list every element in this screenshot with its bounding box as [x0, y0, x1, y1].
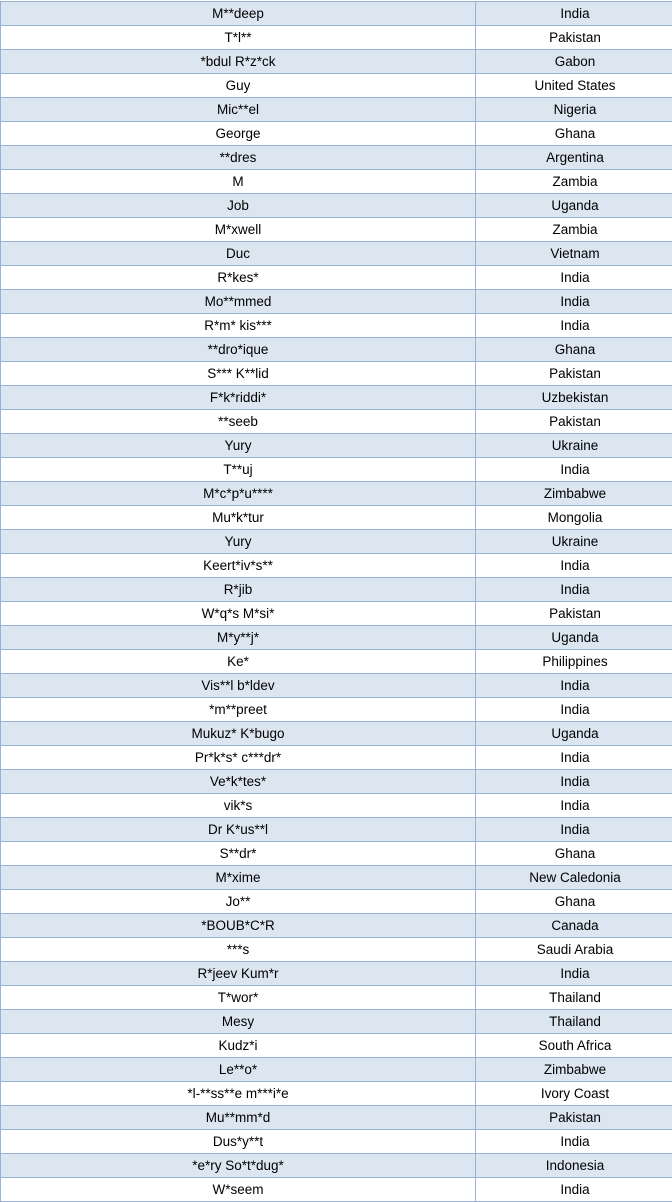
table-row — [1, 986, 672, 1010]
name-cell: Guy — [1, 74, 476, 98]
name-cell: George — [1, 122, 476, 146]
table-row — [1, 194, 672, 218]
country-cell: Ukraine — [476, 434, 672, 458]
name-cell: R*jeev Kum*r — [1, 962, 476, 986]
table-row — [1, 818, 672, 842]
table-row — [1, 554, 672, 578]
table-row — [1, 434, 672, 458]
name-cell: Vis**l b*ldev — [1, 674, 476, 698]
name-cell: Le**o* — [1, 1058, 476, 1082]
country-cell: India — [476, 554, 672, 578]
country-cell: Thailand — [476, 1010, 672, 1034]
table-row — [1, 410, 672, 434]
table-row — [1, 338, 672, 362]
country-cell: Zimbabwe — [476, 482, 672, 506]
country-cell: Uganda — [476, 722, 672, 746]
country-cell: Canada — [476, 914, 672, 938]
name-cell: Dus*y**t — [1, 1130, 476, 1154]
country-cell: Pakistan — [476, 1106, 672, 1130]
name-cell: S*** K**lid — [1, 362, 476, 386]
country-cell: Zimbabwe — [476, 1058, 672, 1082]
name-cell: W*seem — [1, 1178, 476, 1202]
name-cell: Dr K*us**l — [1, 818, 476, 842]
country-cell: Gabon — [476, 50, 672, 74]
country-cell: Mongolia — [476, 506, 672, 530]
country-cell: India — [476, 578, 672, 602]
table-row — [1, 266, 672, 290]
country-cell: New Caledonia — [476, 866, 672, 890]
country-cell: Ghana — [476, 842, 672, 866]
table-row — [1, 530, 672, 554]
country-cell: India — [476, 794, 672, 818]
country-cell: Zambia — [476, 170, 672, 194]
name-cell: Mic**el — [1, 98, 476, 122]
table-row — [1, 770, 672, 794]
name-cell: Ke* — [1, 650, 476, 674]
table-row — [1, 674, 672, 698]
country-cell: India — [476, 746, 672, 770]
table-row — [1, 26, 672, 50]
country-cell: India — [476, 674, 672, 698]
winners-table-body — [1, 2, 672, 1202]
table-row — [1, 242, 672, 266]
name-cell: Mu**mm*d — [1, 1106, 476, 1130]
table-row — [1, 314, 672, 338]
country-cell: India — [476, 770, 672, 794]
table-row — [1, 170, 672, 194]
country-cell: Ivory Coast — [476, 1082, 672, 1106]
country-cell: Philippines — [476, 650, 672, 674]
name-cell: *l-**ss**e m***i*e — [1, 1082, 476, 1106]
name-cell: Duc — [1, 242, 476, 266]
country-cell: Thailand — [476, 986, 672, 1010]
country-cell: Ukraine — [476, 530, 672, 554]
table-row — [1, 74, 672, 98]
name-cell: *bdul R*z*ck — [1, 50, 476, 74]
table-row — [1, 218, 672, 242]
country-cell: India — [476, 818, 672, 842]
name-cell: M**deep — [1, 2, 476, 26]
name-cell: Pr*k*s* c***dr* — [1, 746, 476, 770]
name-cell: *m**preet — [1, 698, 476, 722]
country-cell: India — [476, 266, 672, 290]
table-row — [1, 50, 672, 74]
country-cell: India — [476, 1178, 672, 1202]
table-row — [1, 866, 672, 890]
country-cell: Pakistan — [476, 26, 672, 50]
table-row — [1, 650, 672, 674]
name-cell: R*jib — [1, 578, 476, 602]
table-row — [1, 962, 672, 986]
table-row — [1, 2, 672, 26]
table-row — [1, 842, 672, 866]
name-cell: vik*s — [1, 794, 476, 818]
name-cell: S**dr* — [1, 842, 476, 866]
name-cell: R*m* kis*** — [1, 314, 476, 338]
name-cell: Mukuz* K*bugo — [1, 722, 476, 746]
table-row — [1, 482, 672, 506]
table-row — [1, 1058, 672, 1082]
country-cell: Pakistan — [476, 602, 672, 626]
table-row — [1, 122, 672, 146]
country-cell: South Africa — [476, 1034, 672, 1058]
table-row — [1, 1106, 672, 1130]
table-row — [1, 362, 672, 386]
table-row — [1, 698, 672, 722]
country-cell: Pakistan — [476, 410, 672, 434]
country-cell: Ghana — [476, 122, 672, 146]
table-row — [1, 890, 672, 914]
name-cell: W*q*s M*si* — [1, 602, 476, 626]
table-row — [1, 290, 672, 314]
country-cell: Indonesia — [476, 1154, 672, 1178]
name-cell: R*kes* — [1, 266, 476, 290]
name-cell: M*y**j* — [1, 626, 476, 650]
name-cell: Jo** — [1, 890, 476, 914]
country-cell: Uganda — [476, 626, 672, 650]
name-cell: *BOUB*C*R — [1, 914, 476, 938]
table-row — [1, 386, 672, 410]
name-cell: M*xime — [1, 866, 476, 890]
name-cell: **dro*ique — [1, 338, 476, 362]
country-cell: Vietnam — [476, 242, 672, 266]
name-cell: M*xwell — [1, 218, 476, 242]
country-cell: India — [476, 962, 672, 986]
winners-table — [0, 1, 672, 1202]
table-row — [1, 626, 672, 650]
table-row — [1, 914, 672, 938]
table-row — [1, 146, 672, 170]
country-cell: Uganda — [476, 194, 672, 218]
name-cell: **dres — [1, 146, 476, 170]
country-cell: Pakistan — [476, 362, 672, 386]
table-row — [1, 458, 672, 482]
country-cell: Zambia — [476, 218, 672, 242]
name-cell: M — [1, 170, 476, 194]
table-row — [1, 578, 672, 602]
table-row — [1, 98, 672, 122]
name-cell: Yury — [1, 530, 476, 554]
name-cell: Mo**mmed — [1, 290, 476, 314]
country-cell: Nigeria — [476, 98, 672, 122]
name-cell: Mesy — [1, 1010, 476, 1034]
country-cell: India — [476, 1130, 672, 1154]
country-cell: India — [476, 290, 672, 314]
table-row — [1, 1010, 672, 1034]
name-cell: T*wor* — [1, 986, 476, 1010]
country-cell: India — [476, 458, 672, 482]
country-cell: India — [476, 2, 672, 26]
table-row — [1, 722, 672, 746]
name-cell: Kudz*i — [1, 1034, 476, 1058]
name-cell: Mu*k*tur — [1, 506, 476, 530]
country-cell: Argentina — [476, 146, 672, 170]
table-row — [1, 1082, 672, 1106]
table-row — [1, 1178, 672, 1202]
name-cell: Keert*iv*s** — [1, 554, 476, 578]
table-row — [1, 746, 672, 770]
country-cell: United States — [476, 74, 672, 98]
name-cell: Ve*k*tes* — [1, 770, 476, 794]
name-cell: T**uj — [1, 458, 476, 482]
name-cell: ***s — [1, 938, 476, 962]
name-cell: T*l** — [1, 26, 476, 50]
name-cell: Job — [1, 194, 476, 218]
table-row — [1, 938, 672, 962]
country-cell: India — [476, 698, 672, 722]
table-row — [1, 602, 672, 626]
name-cell: F*k*riddi* — [1, 386, 476, 410]
table-row — [1, 1034, 672, 1058]
table-row — [1, 794, 672, 818]
table-row — [1, 506, 672, 530]
country-cell: Ghana — [476, 338, 672, 362]
name-cell: M*c*p*u**** — [1, 482, 476, 506]
country-cell: Uzbekistan — [476, 386, 672, 410]
table-row — [1, 1154, 672, 1178]
name-cell: *e*ry So*t*dug* — [1, 1154, 476, 1178]
name-cell: Yury — [1, 434, 476, 458]
country-cell: Saudi Arabia — [476, 938, 672, 962]
country-cell: Ghana — [476, 890, 672, 914]
country-cell: India — [476, 314, 672, 338]
name-cell: **seeb — [1, 410, 476, 434]
table-row — [1, 1130, 672, 1154]
